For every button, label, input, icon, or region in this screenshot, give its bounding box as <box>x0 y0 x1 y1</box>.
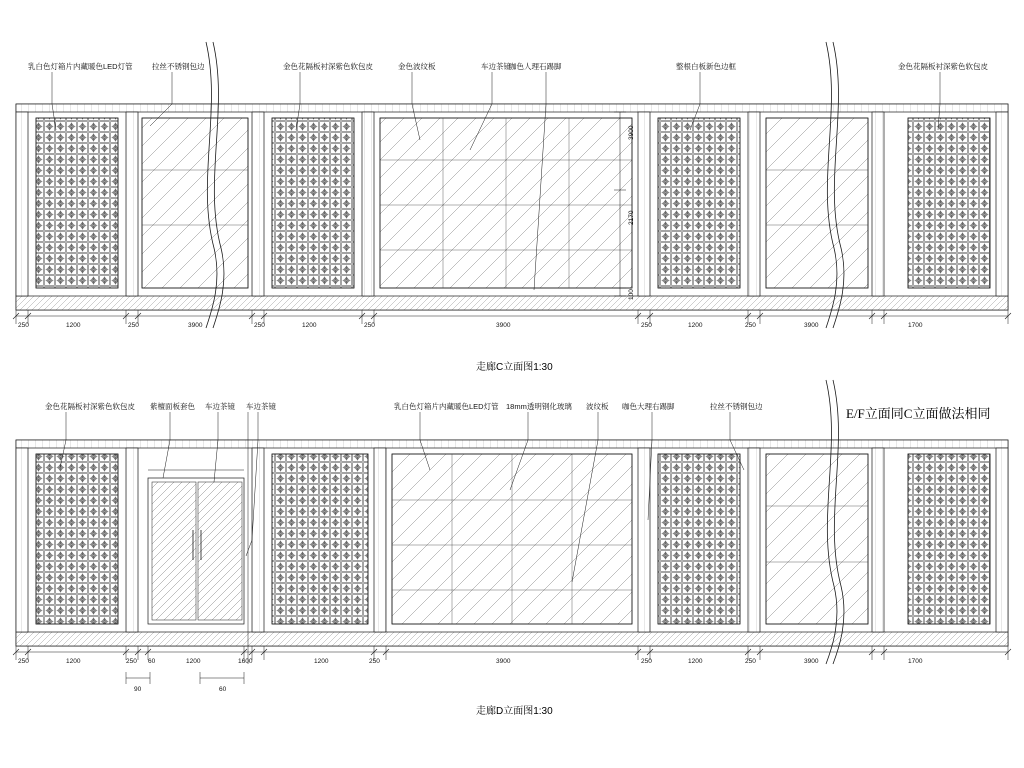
dim-c-3: 3900 <box>188 322 203 329</box>
callout-c-0: 乳白色灯箱片内藏暖色LED灯管 <box>28 62 133 71</box>
dim-d-2: 250 <box>126 658 137 665</box>
callout-d-1: 紫檀面板套色 <box>150 402 195 411</box>
callout-d-8: 拉丝不锈钢包边 <box>710 402 763 411</box>
subdim-d-0: 90 <box>134 686 142 693</box>
callout-c-6: 整根白板新色边框 <box>676 62 736 71</box>
elevation-c-title: 走廊C立面图1:30 <box>476 362 553 373</box>
callout-d-4: 乳白色灯箱片内藏暖色LED灯管 <box>394 402 499 411</box>
dim-d-1: 1200 <box>66 658 81 665</box>
dim-d-12: 3900 <box>804 658 819 665</box>
dim-d-13: 1700 <box>908 658 923 665</box>
dim-d-10: 1200 <box>688 658 703 665</box>
dim-c-6: 250 <box>364 322 375 329</box>
dim-c-2: 250 <box>128 322 139 329</box>
dim-c-10: 250 <box>745 322 756 329</box>
dim-d-7: 250 <box>369 658 380 665</box>
callout-c-1: 拉丝不锈钢包边 <box>152 62 205 71</box>
dim-c-7: 3900 <box>496 322 511 329</box>
dim-c-4: 250 <box>254 322 265 329</box>
dim-c-0: 250 <box>18 322 29 329</box>
dim-c-11: 3900 <box>804 322 819 329</box>
dim-d-6: 1200 <box>314 658 329 665</box>
dim-d-8: 3900 <box>496 658 511 665</box>
dim-d-4: 1200 <box>186 658 201 665</box>
dim-c-8: 250 <box>641 322 652 329</box>
callout-d-0: 金色花隔板衬深紫色软包皮 <box>45 402 135 411</box>
dim-d-11: 250 <box>745 658 756 665</box>
callout-c-4: 车边茶镜 <box>481 62 511 71</box>
callout-d-5: 18mm透明钢化玻璃 <box>506 402 572 411</box>
callout-d-6: 波纹板 <box>586 402 609 411</box>
dim-c-9: 1200 <box>688 322 703 329</box>
callout-c-7: 金色花隔板衬深紫色软包皮 <box>898 62 988 71</box>
callout-c-2: 金色花隔板衬深紫色软包皮 <box>283 62 373 71</box>
subdim-d-1: 60 <box>219 686 227 693</box>
dim-d-5: 1600 <box>238 658 253 665</box>
dim-d-3: 60 <box>148 658 156 665</box>
vdim-c-0: 3900 <box>628 125 635 140</box>
callout-c-3: 金色波纹板 <box>398 62 436 71</box>
dim-c-5: 1200 <box>302 322 317 329</box>
general-note: E/F立面同C立面做法相同 <box>846 406 991 421</box>
vdim-c-1: 2170 <box>628 210 635 225</box>
dim-c-12: 1700 <box>908 322 923 329</box>
callout-c-5: 咖色人理石踢脚 <box>509 62 562 71</box>
dim-d-0: 250 <box>18 658 29 665</box>
callout-d-3: 车边茶镜 <box>246 402 276 411</box>
callout-d-2: 车边茶镜 <box>205 402 235 411</box>
elevation-d-title: 走廊D立面图1:30 <box>476 706 553 717</box>
dim-d-9: 250 <box>641 658 652 665</box>
dim-c-1: 1200 <box>66 322 81 329</box>
callout-d-7: 咖色大理右踢脚 <box>622 402 675 411</box>
vdim-c-2: 100 <box>628 289 635 300</box>
